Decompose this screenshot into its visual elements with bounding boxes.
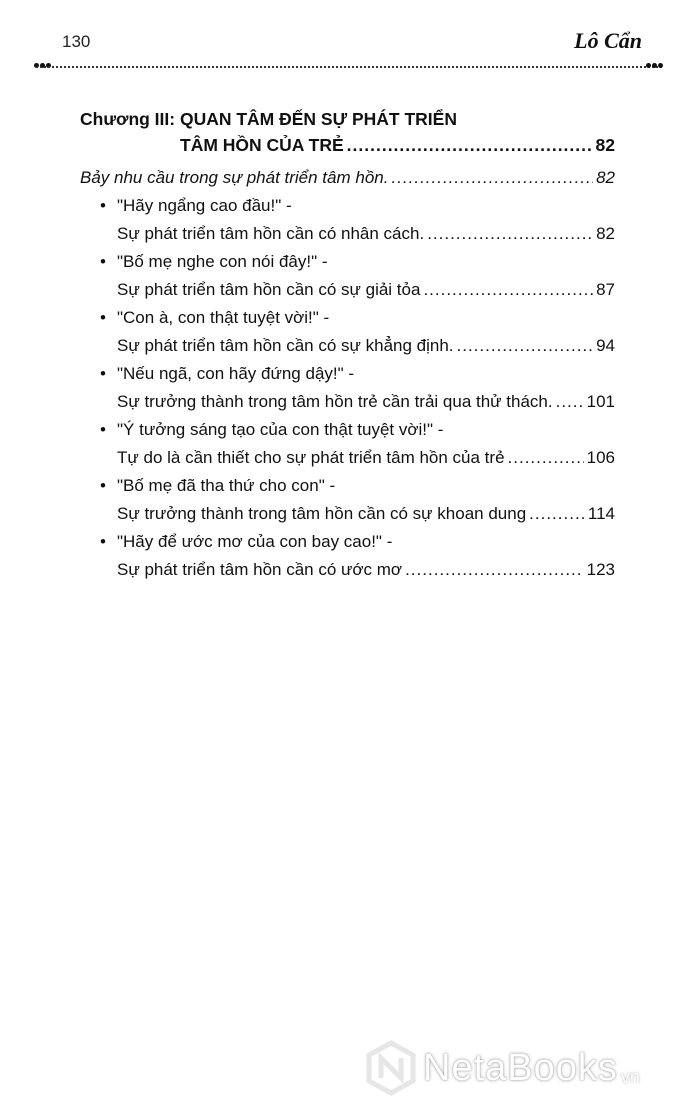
bullet-icon: • xyxy=(100,364,106,383)
chapter-title: Chương III: QUAN TÂM ĐẾN SỰ PHÁT TRIỂN xyxy=(80,109,457,129)
page-ref: 87 xyxy=(596,280,615,299)
dot-leader xyxy=(405,556,584,584)
chapter-heading-line2[interactable] xyxy=(80,132,615,158)
item-title: Tự do là cần thiết cho sự phát triển tâm hồn của trẻ xyxy=(117,448,505,467)
chapter-heading-line1 xyxy=(80,106,615,132)
dot-leader xyxy=(529,500,585,528)
netabooks-logo-icon xyxy=(365,1040,417,1096)
page-number: 130 xyxy=(62,32,91,51)
toc-item-title[interactable] xyxy=(80,388,615,416)
dot-leader xyxy=(427,220,593,248)
page-ref: 82 xyxy=(596,168,615,187)
dot-leader xyxy=(508,444,584,472)
bullet-icon: • xyxy=(100,252,106,271)
dot-leader xyxy=(457,332,594,360)
dot-leader xyxy=(423,276,593,304)
watermark-suffix: vn xyxy=(620,1067,640,1087)
dot-leader xyxy=(556,388,584,416)
toc-items xyxy=(80,192,615,584)
bullet-icon: • xyxy=(100,196,106,215)
watermark-brand: NetaBooks xyxy=(423,1046,618,1089)
bullet-icon: • xyxy=(100,476,106,495)
toc-item-quote[interactable] xyxy=(80,304,615,332)
toc-item-quote[interactable] xyxy=(80,360,615,388)
page-ref: 101 xyxy=(586,392,615,411)
page-ref: 82 xyxy=(596,224,615,243)
toc-item-quote[interactable] xyxy=(80,528,615,556)
dot-leader xyxy=(347,132,593,158)
dot-leader xyxy=(391,164,593,192)
page-ref: 114 xyxy=(587,504,615,523)
item-title: Sự phát triển tâm hồn cần có nhân cách. xyxy=(117,224,425,243)
rule-ornament-right xyxy=(646,63,664,68)
bullet-icon: • xyxy=(100,532,106,551)
item-quote: "Hãy ngẩng cao đầu!" - xyxy=(117,196,292,215)
bullet-icon: • xyxy=(100,308,106,327)
toc-item-title[interactable] xyxy=(80,276,615,304)
page-ref: 82 xyxy=(595,135,615,155)
toc-item-quote[interactable] xyxy=(80,192,615,220)
watermark-logo xyxy=(365,1040,640,1096)
running-header-author: Lô Cẩn xyxy=(574,28,642,53)
page-ref: 106 xyxy=(586,448,615,467)
item-quote: "Bố mẹ nghe con nói đây!" - xyxy=(117,252,328,271)
chapter-subtitle: TÂM HỒN CỦA TRẺ xyxy=(180,135,344,155)
page-ref: 123 xyxy=(586,560,615,579)
toc-item-title[interactable] xyxy=(80,444,615,472)
item-quote: "Ý tưởng sáng tạo của con thật tuyệt vời!" - xyxy=(117,420,444,439)
table-of-contents xyxy=(80,106,615,584)
section-entry[interactable] xyxy=(80,164,615,192)
item-title: Sự phát triển tâm hồn cần có ước mơ xyxy=(117,560,403,579)
toc-item-quote[interactable] xyxy=(80,416,615,444)
item-quote: "Con à, con thật tuyệt vời!" - xyxy=(117,308,330,327)
toc-item-quote[interactable] xyxy=(80,472,615,500)
toc-item-quote[interactable] xyxy=(80,248,615,276)
item-quote: "Nếu ngã, con hãy đứng dậy!" - xyxy=(117,364,355,383)
item-title: Sự phát triển tâm hồn cần có sự khẳng định. xyxy=(117,336,454,355)
section-title: Bảy nhu cầu trong sự phát triển tâm hồn. xyxy=(80,168,389,187)
toc-item-title[interactable] xyxy=(80,500,615,528)
item-title: Sự phát triển tâm hồn cần có sự giải tỏa xyxy=(117,280,421,299)
toc-item-title[interactable] xyxy=(80,220,615,248)
item-quote: "Bố mẹ đã tha thứ cho con" - xyxy=(117,476,336,495)
item-title: Sự trưởng thành trong tâm hồn cần có sự khoan dung xyxy=(117,504,527,523)
header-rule xyxy=(36,66,662,68)
bullet-icon: • xyxy=(100,420,106,439)
item-quote: "Hãy để ước mơ của con bay cao!" - xyxy=(117,532,393,551)
page-ref: 94 xyxy=(596,336,615,355)
item-title: Sự trưởng thành trong tâm hồn trẻ cần trải qua thử thách. xyxy=(117,392,553,411)
toc-item-title[interactable] xyxy=(80,556,615,584)
toc-item-title[interactable] xyxy=(80,332,615,360)
